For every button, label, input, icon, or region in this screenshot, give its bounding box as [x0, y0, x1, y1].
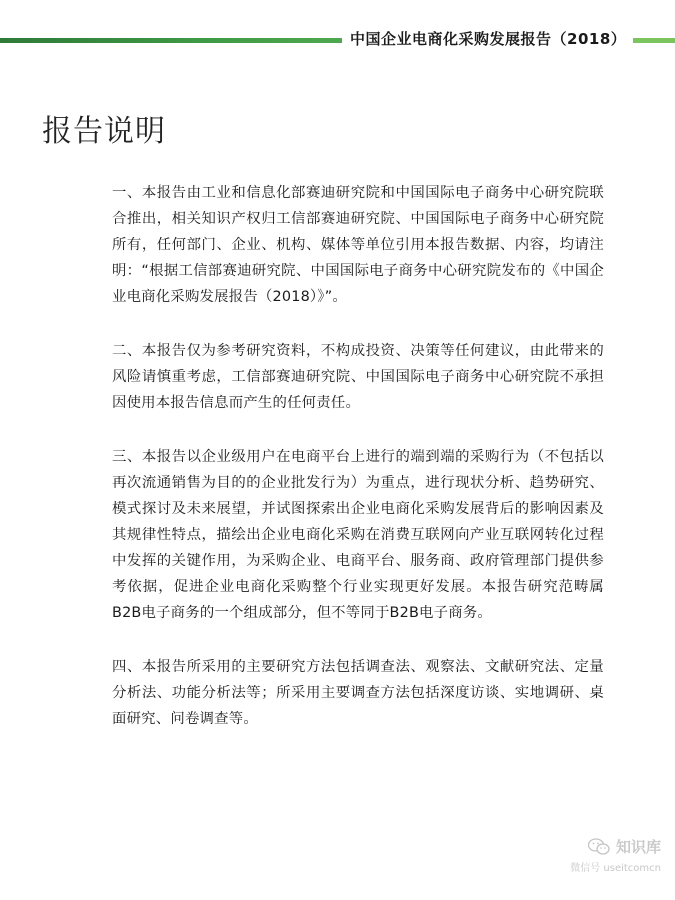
- page-title: 报告说明: [42, 114, 166, 150]
- watermark-name: 知识库: [615, 838, 661, 856]
- report-header-title: 中国企业电商化采购发展报告（2018）: [350, 30, 627, 48]
- wechat-icon: [588, 838, 610, 856]
- watermark: [551, 836, 661, 874]
- watermark-account: 微信号 useitcomcn: [570, 863, 661, 874]
- note-paragraph-3: 三、本报告以企业级用户在电商平台上进行的端到端的采购行为（不包括以再次流通销售为目的的企业批发行为）为重点，进行现状分析、趋势研究、模式探讨及未来展望，并试图探索出企业电商化采购发展背后的影响因素及其规律性特点，描绘出企业电商化采购在消费互联网向产业互联网转化过程中发挥的关键作用，为采购企业、电商平台、服务商、政府管理部门提供参考依据，促进企业电商化采购整个行业实现更好发展。本报告研究范畴属B2B电子商务的一个组成部分，但不等同于B2B电子商务。: [112, 449, 604, 621]
- header-accent-bar-left: [0, 38, 342, 43]
- header-accent-bar-right: [633, 38, 675, 43]
- note-paragraph-2: 二、本报告仅为参考研究资料，不构成投资、决策等任何建议，由此带来的风险请慎重考虑，工信部赛迪研究院、中国国际电子商务中心研究院不承担因使用本报告信息而产生的任何责任。: [112, 343, 604, 411]
- report-notes-body: [112, 180, 604, 760]
- note-paragraph-1: 一、本报告由工业和信息化部赛迪研究院和中国国际电子商务中心研究院联合推出，相关知识产权归工信部赛迪研究院、中国国际电子商务中心研究院所有，任何部门、企业、机构、媒体等单位引用本报告数据、内容，均请注明：“根据工信部赛迪研究院、中国国际电子商务中心研究院发布的《中国企业电商化采购发展报告（2018）》”。: [112, 185, 604, 305]
- note-paragraph-4: 四、本报告所采用的主要研究方法包括调查法、观察法、文献研究法、定量分析法、功能分析法等；所采用主要调查方法包括深度访谈、实地调研、桌面研究、问卷调查等。: [112, 659, 604, 727]
